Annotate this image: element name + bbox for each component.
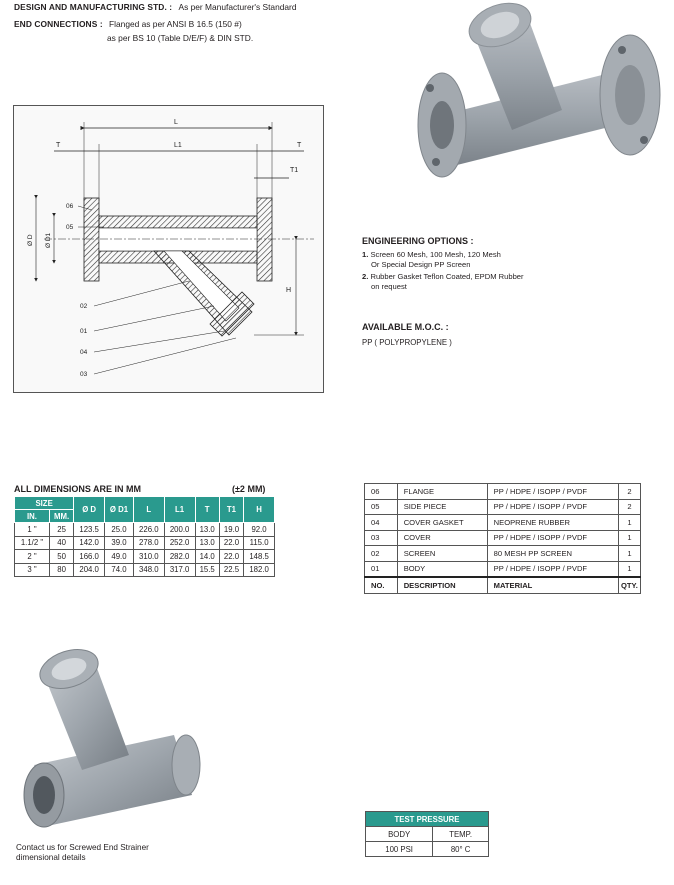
cell-in: 1 " (15, 523, 50, 537)
part-material: PP / HDPE / ISOPP / PVDF (487, 484, 618, 500)
end-connections-value-2: as per BS 10 (Table D/E/F) & DIN STD. (107, 33, 254, 43)
part-no: 03 (365, 530, 398, 546)
body-pressure-value: 100 PSI (366, 842, 433, 857)
dim-t-right-label: T (297, 142, 302, 149)
cell-l: 348.0 (133, 563, 164, 577)
cell-h: 182.0 (244, 563, 275, 577)
table-row (15, 563, 275, 577)
cell-d1: 39.0 (105, 536, 134, 550)
cell-d: 123.5 (74, 523, 105, 537)
callout-04: 04 (80, 349, 88, 356)
table-row (15, 536, 275, 550)
cell-t1: 22.5 (219, 563, 243, 577)
no-header: NO. (365, 577, 398, 593)
cell-l1: 200.0 (164, 523, 195, 537)
cell-t: 15.5 (195, 563, 219, 577)
table-row (365, 530, 641, 546)
mm-header: MM. (49, 510, 73, 523)
contact-line-1: Contact us for Screwed End Strainer (16, 843, 149, 852)
dim-h-label: H (286, 287, 292, 294)
part-description: BODY (397, 561, 487, 577)
cell-t1: 22.0 (219, 550, 243, 564)
engineering-options-title: ENGINEERING OPTIONS : (362, 236, 474, 246)
table-row (365, 561, 641, 577)
design-std-line (14, 2, 297, 12)
part-material: PP / HDPE / ISOPP / PVDF (487, 561, 618, 577)
part-no: 06 (365, 484, 398, 500)
cell-d: 142.0 (74, 536, 105, 550)
technical-drawing (13, 105, 324, 393)
table-row (365, 515, 641, 531)
dim-t1-label: T1 (290, 167, 299, 174)
tolerance-label: (±2 MM) (232, 484, 266, 494)
strainer-section-drawing (14, 106, 323, 392)
cell-t1: 19.0 (219, 523, 243, 537)
test-pressure-title: TEST PRESSURE (366, 812, 489, 827)
part-no: 05 (365, 499, 398, 515)
cell-mm: 50 (49, 550, 73, 564)
option-1-number: 1. (362, 250, 369, 259)
cell-d1: 74.0 (105, 563, 134, 577)
option-1-line-2: Or Special Design PP Screen (371, 259, 471, 269)
description-header: DESCRIPTION (397, 577, 487, 593)
part-material: PP / HDPE / ISOPP / PVDF (487, 530, 618, 546)
part-description: SIDE PIECE (397, 499, 487, 515)
part-qty: 1 (618, 546, 640, 562)
qty-header: QTY. (618, 577, 640, 593)
part-qty: 1 (618, 515, 640, 531)
callout-03: 03 (80, 371, 88, 378)
cell-l1: 282.0 (164, 550, 195, 564)
dim-d-label: Ø D (27, 234, 34, 246)
part-material: NEOPRENE RUBBER (487, 515, 618, 531)
engineering-options-list (362, 250, 662, 291)
d1-header: Ø D1 (105, 497, 134, 523)
cell-h: 115.0 (244, 536, 275, 550)
parts-table (364, 483, 641, 594)
table-row (365, 499, 641, 515)
dim-l-label: L (174, 119, 178, 126)
moc-title: AVAILABLE M.O.C. : (362, 322, 449, 332)
dim-d1-label: Ø D1 (45, 232, 52, 248)
cell-in: 1.1/2 " (15, 536, 50, 550)
option-1-line-1: Screen 60 Mesh, 100 Mesh, 120 Mesh (370, 250, 501, 259)
part-qty: 2 (618, 484, 640, 500)
cell-h: 92.0 (244, 523, 275, 537)
dimensions-title: ALL DIMENSIONS ARE IN MM (14, 484, 142, 494)
design-std-value: As per Manufacturer's Standard (178, 2, 297, 12)
callout-02: 02 (80, 303, 88, 310)
cell-l: 310.0 (133, 550, 164, 564)
cell-in: 3 " (15, 563, 50, 577)
h-header: H (244, 497, 275, 523)
cell-l: 278.0 (133, 536, 164, 550)
part-description: SCREEN (397, 546, 487, 562)
l-header: L (133, 497, 164, 523)
cell-t: 13.0 (195, 523, 219, 537)
part-description: COVER (397, 530, 487, 546)
callout-05: 05 (66, 224, 74, 231)
option-2-line-1: Rubber Gasket Teflon Coated, EPDM Rubber (370, 272, 524, 282)
option-2-line-2: on request (371, 281, 407, 291)
cell-d: 204.0 (74, 563, 105, 577)
material-header: MATERIAL (487, 577, 618, 593)
cell-in: 2 " (15, 550, 50, 564)
cell-d1: 25.0 (105, 523, 134, 537)
dim-t-left-label: T (56, 142, 61, 149)
part-no: 04 (365, 515, 398, 531)
table-row (365, 484, 641, 500)
cell-d: 166.0 (74, 550, 105, 564)
cell-mm: 80 (49, 563, 73, 577)
end-connections-label: END CONNECTIONS : (14, 19, 103, 29)
temp-value: 80° C (433, 842, 489, 857)
size-header: SIZE (15, 497, 74, 510)
option-2-number: 2. (362, 272, 369, 282)
in-header: IN. (15, 510, 50, 523)
screwed-strainer-photo (14, 645, 214, 840)
table-row (365, 546, 641, 562)
cell-t1: 22.0 (219, 536, 243, 550)
engineering-option-1 (362, 250, 662, 260)
moc-value: PP ( POLYPROPYLENE ) (362, 338, 452, 347)
part-no: 02 (365, 546, 398, 562)
test-pressure-table (365, 811, 489, 857)
dimensions-table (14, 496, 275, 577)
cell-t: 13.0 (195, 536, 219, 550)
cell-d1: 49.0 (105, 550, 134, 564)
contact-line-2: dimensional details (16, 853, 86, 862)
temp-header: TEMP. (433, 827, 489, 842)
t-header: T (195, 497, 219, 523)
t1-header: T1 (219, 497, 243, 523)
callout-06: 06 (66, 203, 74, 210)
flanged-strainer-photo (412, 0, 674, 210)
part-qty: 1 (618, 561, 640, 577)
cell-t: 14.0 (195, 550, 219, 564)
part-no: 01 (365, 561, 398, 577)
part-description: FLANGE (397, 484, 487, 500)
part-qty: 2 (618, 499, 640, 515)
part-material: 80 MESH PP SCREEN (487, 546, 618, 562)
design-std-label: DESIGN AND MANUFACTURING STD. : (14, 2, 173, 12)
end-connections-value-1: Flanged as per ANSI B 16.5 (150 #) (109, 19, 242, 29)
table-row (15, 550, 275, 564)
table-row (15, 523, 275, 537)
parts-header-row (365, 577, 641, 593)
cell-l: 226.0 (133, 523, 164, 537)
end-connections-line (14, 19, 242, 29)
part-material: PP / HDPE / ISOPP / PVDF (487, 499, 618, 515)
callout-01: 01 (80, 328, 88, 335)
engineering-option-2 (362, 272, 662, 282)
cell-h: 148.5 (244, 550, 275, 564)
cell-l1: 252.0 (164, 536, 195, 550)
cell-mm: 40 (49, 536, 73, 550)
part-description: COVER GASKET (397, 515, 487, 531)
body-header: BODY (366, 827, 433, 842)
part-qty: 1 (618, 530, 640, 546)
d-header: Ø D (74, 497, 105, 523)
cell-mm: 25 (49, 523, 73, 537)
dim-l1-label: L1 (174, 142, 182, 149)
cell-l1: 317.0 (164, 563, 195, 577)
l1-header: L1 (164, 497, 195, 523)
